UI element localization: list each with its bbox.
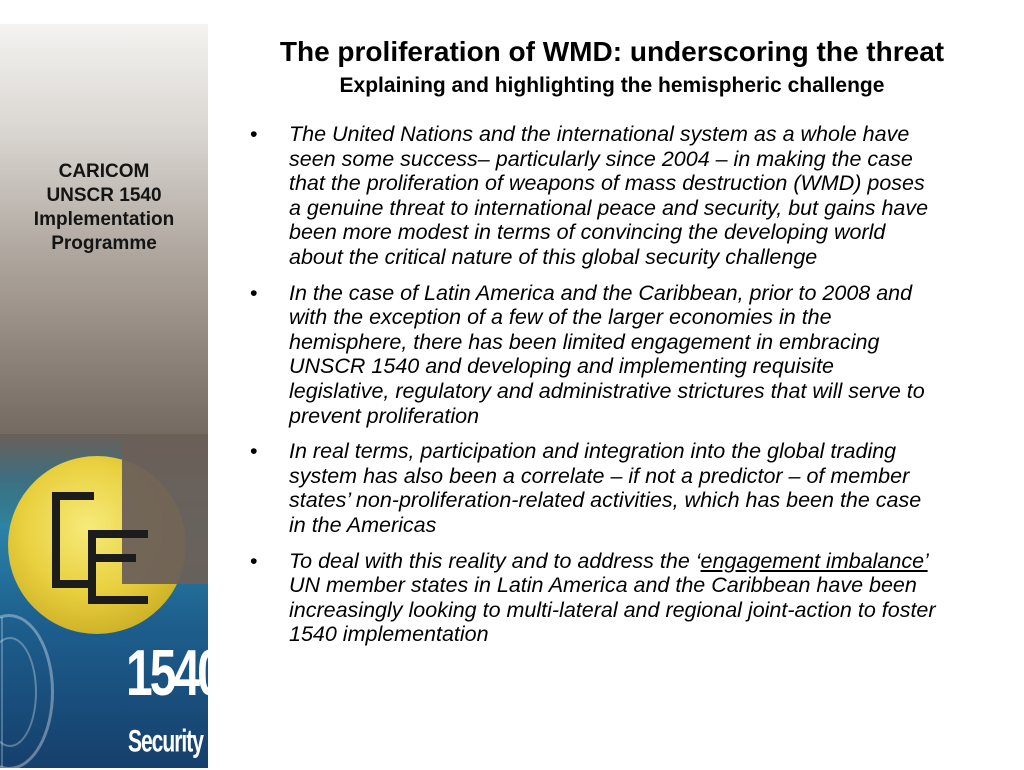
bullet-icon: • — [250, 439, 258, 464]
bullet-text: In the case of Latin America and the Caribbean, prior to 2008 and with the exception of a few of the larger economies in the hemisphere, there has been limited engagement in embracing UNSCR 1540 and developing and implementing requisite legislative, regulatory and administrative strictures that will serve to prevent proliferation — [289, 280, 925, 428]
bullet-text-end: UN member states in Latin America and the Caribbean have been increasingly looking to multi-lateral and regional joint-action to foster 1540 implementation — [289, 573, 936, 647]
bullet-item — [250, 281, 940, 429]
slide-title: The proliferation of WMD: underscoring the threat — [279, 36, 945, 67]
bullet-text: The United Nations and the international system as a whole have seen some success– particularly since 2004 – in making the case that the proliferation of weapons of mass destruction (WMD) poses a genuine threat to international peace and security, but gains have been more modest in terms of convincing the developing world about the critical nature of this global security challenge — [289, 122, 929, 269]
programme-title-line: Programme — [51, 233, 157, 254]
ce-logo-e-bar — [96, 554, 136, 562]
bullet-text-start: To deal with this reality and to address the ‘ — [289, 548, 701, 573]
bullet-item — [250, 439, 940, 537]
bullet-icon: • — [250, 548, 258, 573]
engagement-imbalance-term: engagement imbalance’ — [700, 548, 928, 573]
bullet-item — [250, 549, 940, 647]
bullet-item — [250, 122, 940, 270]
ce-logo-e-icon — [88, 530, 148, 604]
bullet-text: In real terms, participation and integration into the global trading system has also been a correlate – if not a predictor – of member states’ non-proliferation-related activities, which has been the case in the Americas — [289, 439, 922, 537]
slide-subtitle: Explaining and highlighting the hemispheric challenge — [339, 74, 885, 97]
security-council-label: Security Co — [128, 724, 234, 759]
resolution-number: 1540 — [126, 638, 221, 710]
programme-title-line: UNSCR 1540 — [46, 185, 162, 206]
programme-title — [0, 160, 208, 256]
bullet-list — [250, 122, 940, 658]
programme-title-line: Implementation — [33, 209, 175, 230]
programme-title-line: CARICOM — [58, 161, 150, 182]
sidebar-banner — [0, 24, 234, 768]
bullet-icon: • — [250, 122, 258, 146]
bullet-icon: • — [250, 280, 258, 305]
